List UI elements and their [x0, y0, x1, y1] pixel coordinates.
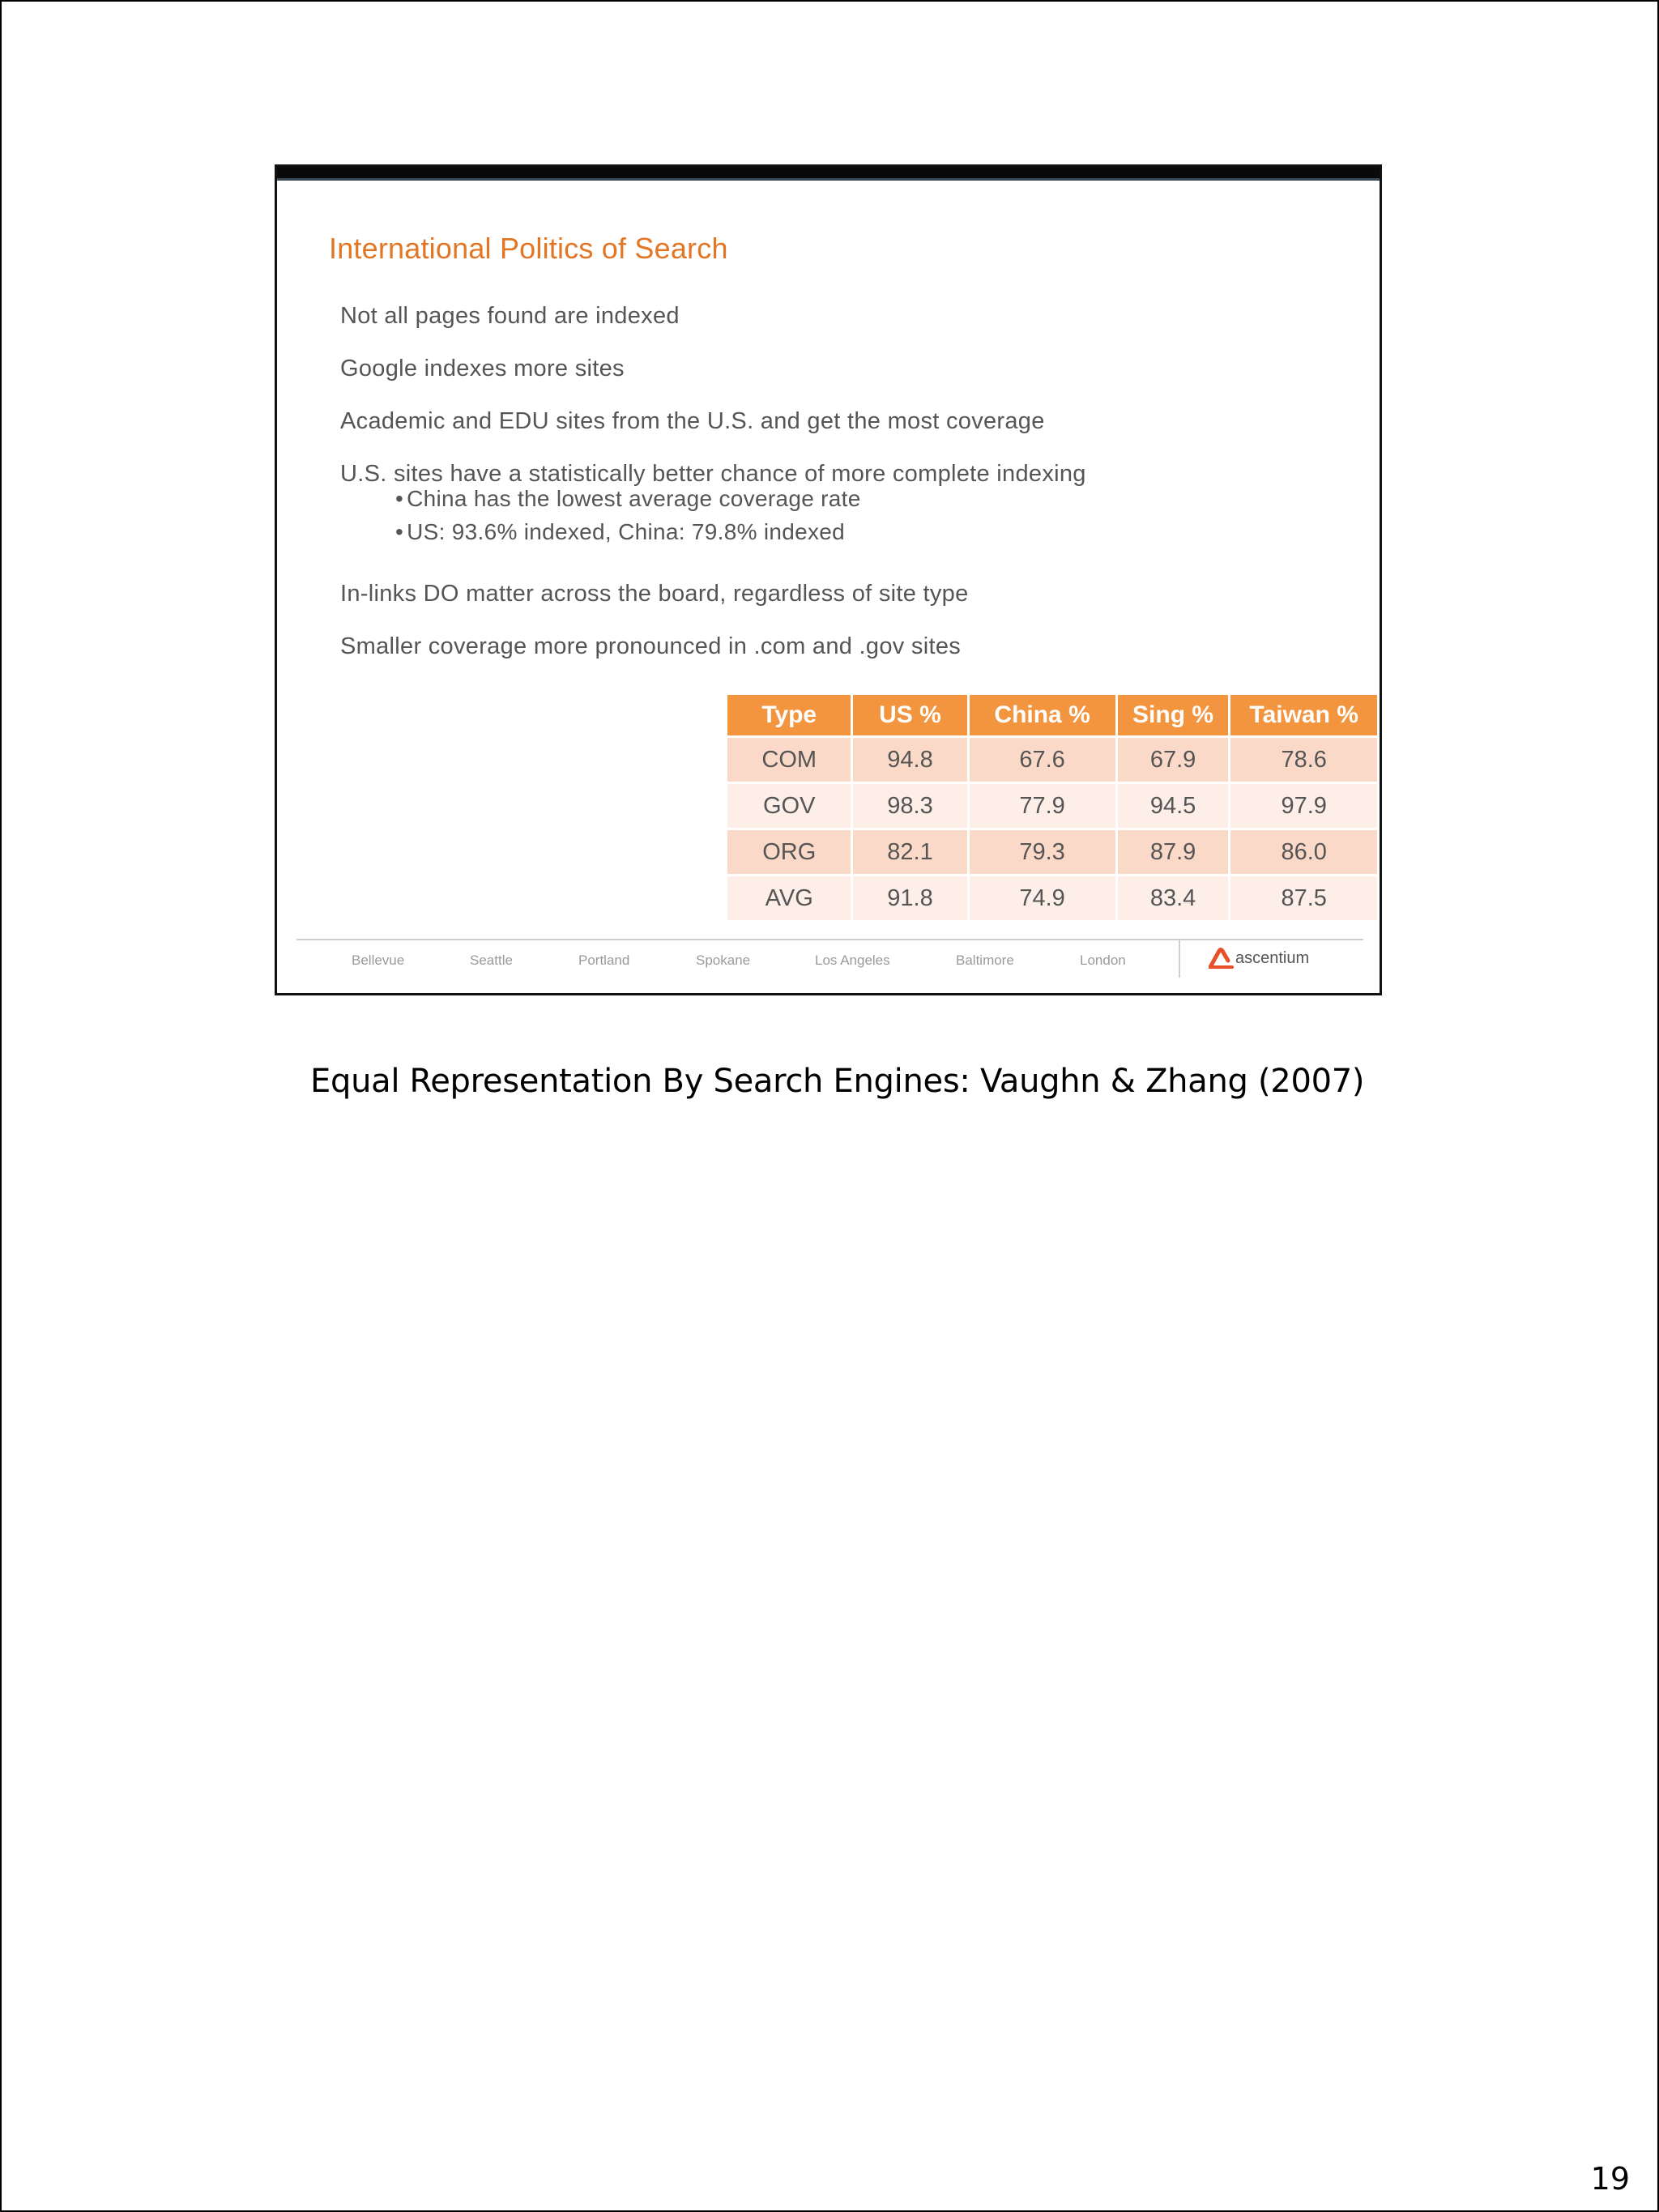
coverage-table: [725, 693, 1380, 923]
footer-city: London: [1080, 953, 1126, 968]
footer-city: Los Angeles: [815, 953, 890, 968]
table-row: [727, 830, 1377, 874]
bullet-item: U.S. sites have a statistically better chance of more complete indexing: [340, 461, 1086, 487]
table-header-cell: US %: [853, 695, 966, 735]
table-row: [727, 738, 1377, 782]
sub-bullet-text: US: 93.6% indexed, China: 79.8% indexed: [407, 519, 846, 544]
table-cell: 91.8: [853, 876, 966, 920]
footer-city: Portland: [578, 953, 630, 968]
table-cell: ORG: [727, 830, 851, 874]
table-header-cell: China %: [970, 695, 1115, 735]
table-cell: 74.9: [970, 876, 1115, 920]
footer-divider-line: [296, 939, 1363, 940]
footer-city: Spokane: [696, 953, 751, 968]
slide-title: International Politics of Search: [329, 232, 728, 265]
table-cell: 87.5: [1230, 876, 1377, 920]
sub-bullet-text: China has the lowest average coverage rate: [407, 486, 861, 511]
table-cell: 67.9: [1118, 738, 1229, 782]
slide-top-bar-accent: [277, 178, 1380, 181]
table-cell: 97.9: [1230, 784, 1377, 828]
table-header-cell: Taiwan %: [1230, 695, 1377, 735]
footer-city: Baltimore: [956, 953, 1014, 968]
logo-text: ascentium: [1235, 949, 1310, 967]
slide-top-bar: [277, 167, 1380, 178]
ascentium-logo-icon: [1209, 948, 1235, 969]
bullet-item: Not all pages found are indexed: [340, 303, 680, 329]
table-cell: 98.3: [853, 784, 966, 828]
table-row: [727, 784, 1377, 828]
ascentium-logo: [1209, 948, 1309, 969]
table-row: [727, 876, 1377, 920]
table-cell: 78.6: [1230, 738, 1377, 782]
bullet-item: Google indexes more sites: [340, 356, 625, 381]
table-cell: 86.0: [1230, 830, 1377, 874]
slide-caption: Equal Representation By Search Engines: Vaughn & Zhang (2007): [310, 1063, 1365, 1100]
sub-bullet-item: [395, 519, 845, 545]
table-cell: 82.1: [853, 830, 966, 874]
bullet-dot-icon: •: [395, 519, 404, 544]
table-cell: 94.8: [853, 738, 966, 782]
table-cell: COM: [727, 738, 851, 782]
bullet-item: Academic and EDU sites from the U.S. and get the most coverage: [340, 408, 1045, 434]
slide: [275, 164, 1382, 995]
table-header-row: [727, 695, 1377, 735]
table-header-cell: Sing %: [1118, 695, 1229, 735]
table-cell: 94.5: [1118, 784, 1229, 828]
bullet-item: Smaller coverage more pronounced in .com and .gov sites: [340, 633, 962, 659]
sub-bullet-item: [395, 486, 861, 512]
table-cell: 77.9: [970, 784, 1115, 828]
footer-vertical-divider: [1179, 940, 1180, 978]
page-number: 19: [1590, 2161, 1630, 2197]
table-cell: 79.3: [970, 830, 1115, 874]
footer-city: Bellevue: [352, 953, 405, 968]
table-cell: GOV: [727, 784, 851, 828]
table-cell: 67.6: [970, 738, 1115, 782]
footer-city: Seattle: [470, 953, 513, 968]
bullet-dot-icon: •: [395, 486, 404, 511]
table-header-cell: Type: [727, 695, 851, 735]
table-cell: AVG: [727, 876, 851, 920]
table-cell: 83.4: [1118, 876, 1229, 920]
table-cell: 87.9: [1118, 830, 1229, 874]
bullet-item: In-links DO matter across the board, regardless of site type: [340, 581, 969, 607]
